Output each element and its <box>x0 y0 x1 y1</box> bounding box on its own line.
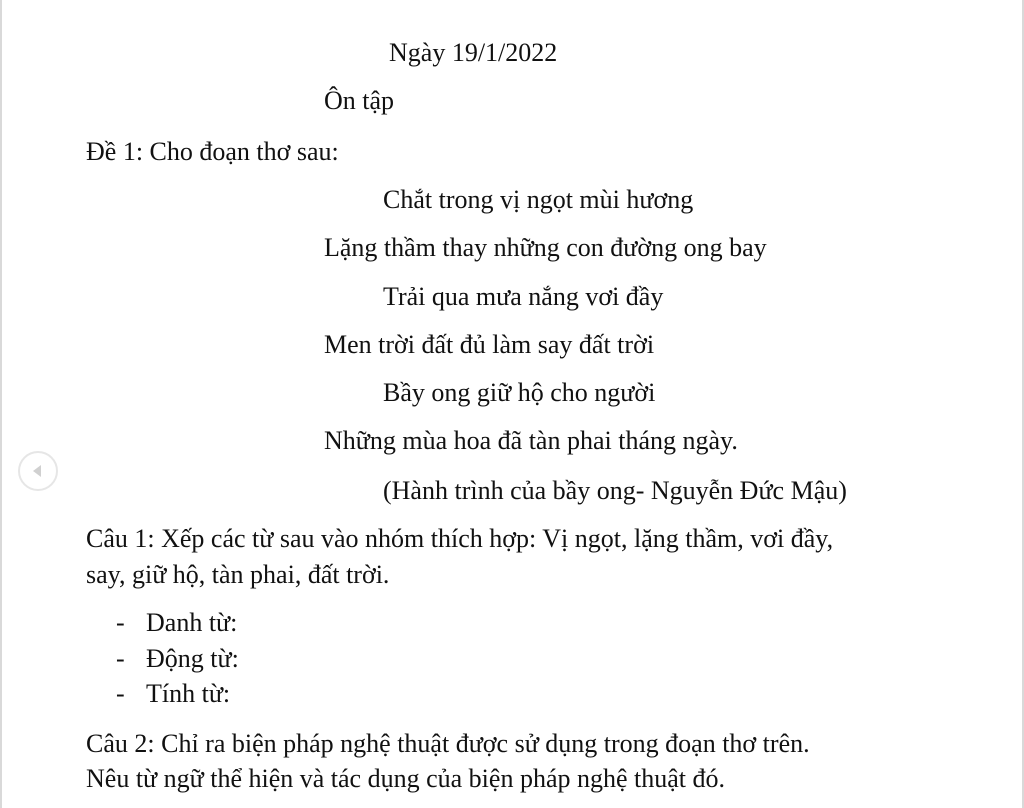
list-dash: - <box>116 679 125 708</box>
chevron-left-icon <box>29 462 47 480</box>
list-dash: - <box>116 608 125 637</box>
poem-line: Men trời đất đủ làm say đất trời <box>324 330 655 359</box>
question-1-text: Câu 1: Xếp các từ sau vào nhóm thích hợp: Vị ngọt, lặng thầm, vơi đầy, <box>86 524 834 553</box>
document-date: Ngày 19/1/2022 <box>389 38 558 67</box>
exercise-title: Đề 1: Cho đoạn thơ sau: <box>86 137 339 166</box>
poem-line: Những mùa hoa đã tàn phai tháng ngày. <box>324 426 738 455</box>
poem-line: Trải qua mưa nắng vơi đầy <box>383 282 664 311</box>
poem-line: Bầy ong giữ hộ cho người <box>383 378 656 407</box>
question-1-text-continued: say, giữ hộ, tàn phai, đất trời. <box>86 560 390 589</box>
document-subject: Ôn tập <box>324 86 395 115</box>
poem-line: Lặng thầm thay những con đường ong bay <box>324 233 767 262</box>
previous-page-button[interactable] <box>18 451 58 491</box>
question-2-text: Câu 2: Chỉ ra biện pháp nghệ thuật được sử dụng trong đoạn thơ trên. <box>86 729 810 758</box>
list-dash: - <box>116 644 125 673</box>
list-item-label: Động từ: <box>146 644 239 673</box>
poem-line: Chắt trong vị ngọt mùi hương <box>383 185 694 214</box>
poem-source: (Hành trình của bầy ong- Nguyễn Đức Mậu) <box>383 476 847 505</box>
list-item-label: Danh từ: <box>146 608 238 637</box>
list-item-label: Tính từ: <box>146 679 231 708</box>
page-border-left <box>0 0 2 808</box>
question-2-text-continued: Nêu từ ngữ thể hiện và tác dụng của biện pháp nghệ thuật đó. <box>86 764 726 793</box>
